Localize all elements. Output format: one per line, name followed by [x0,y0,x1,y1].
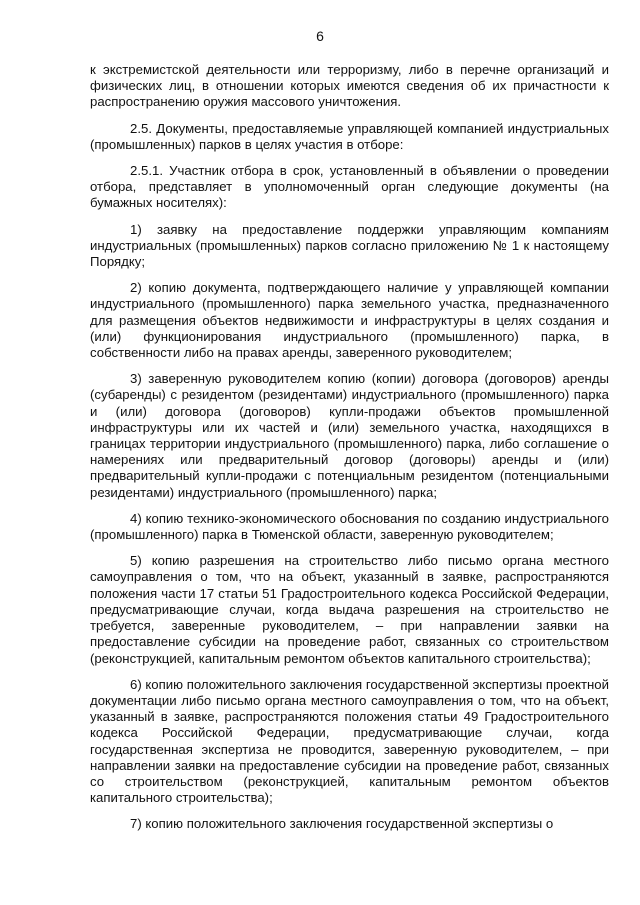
list-item-3: 3) заверенную руководителем копию (копии) договора (договоров) аренды (субаренды) с резидентом (резидентами) индустриального (промышленного) парка и (или) договора (договоров) купли-продажи объектов промышленной инфраструктуры или их частей и (или) земельного участка, находящихся в границах территории индустриального (промышленного) парка, либо соглашение о намерениях или предварительный договор (договоры) аренды и (или) предварительный купли-продажи с потенциальным резидентом (потенциальными резидентами) индустриального (промышленного) парка; [90,371,609,500]
document-body [90,62,609,843]
list-item-7: 7) копию положительного заключения государственной экспертизы о [130,816,554,832]
paragraph-continuation: к экстремистской деятельности или терроризму, либо в перечне организаций и физических лиц, в отношении которых имеются сведения об их причастности к распространению оружия массового уничтожения. [90,62,609,110]
page-number: 6 [316,28,324,44]
list-item-6: 6) копию положительного заключения государственной экспертизы проектной документации либо письмо органа местного самоуправления о том, что на объект, указанный в заявке, распространяются положения статьи 49 Градостроительного кодекса Российской Федерации, предусматривающие случаи, когда государственная экспертиза не проводится, заверенную руководителем, – при направлении заявки на предоставление субсидии на проведение работ, связанных со строительством (реконструкцией, капитальным ремонтом объектов капитального строительства); [90,676,610,806]
list-item-1: 1) заявку на предоставление поддержки управляющим компаниям индустриальных (промышленных) парков согласно приложению № 1 к настоящему Порядку; [90,221,609,270]
list-item-4: 4) копию технико-экономического обоснования по созданию индустриального (промышленного) парка в Тюменской области, заверенную руководителем; [90,510,609,543]
list-item-5: 5) копию разрешения на строительство либо письмо органа местного самоуправления о том, что на объект, указанный в заявке, распространяются положения части 17 статьи 51 Градостроительного кодекса Российской Федерации, предусматривающие случаи, когда выдача разрешения на строительство не требуется, заверенные руководителем, – при направлении заявки на предоставление субсидии на проведение работ, связанных со строительством (реконструкцией, капитальным ремонтом объектов капитального строительства); [90,553,609,666]
paragraph-2-5: 2.5. Документы, предоставляемые управляющей компанией индустриальных (промышленных) парков в целях участия в отборе: [90,120,609,152]
paragraph-2-5-1: 2.5.1. Участник отбора в срок, установленный в объявлении о проведении отбора, представляет в уполномоченный орган следующие документы (на бумажных носителях): [90,163,609,211]
list-item-2: 2) копию документа, подтверждающего наличие у управляющей компании индустриального (промышленного) парка земельного участка, предназначенного для размещения объектов недвижимости и инфраструктуры в целях создания и (или) функционирования индустриального (промышленного) парка, в собственности либо на правах аренды, заверенного руководителем; [90,280,609,361]
